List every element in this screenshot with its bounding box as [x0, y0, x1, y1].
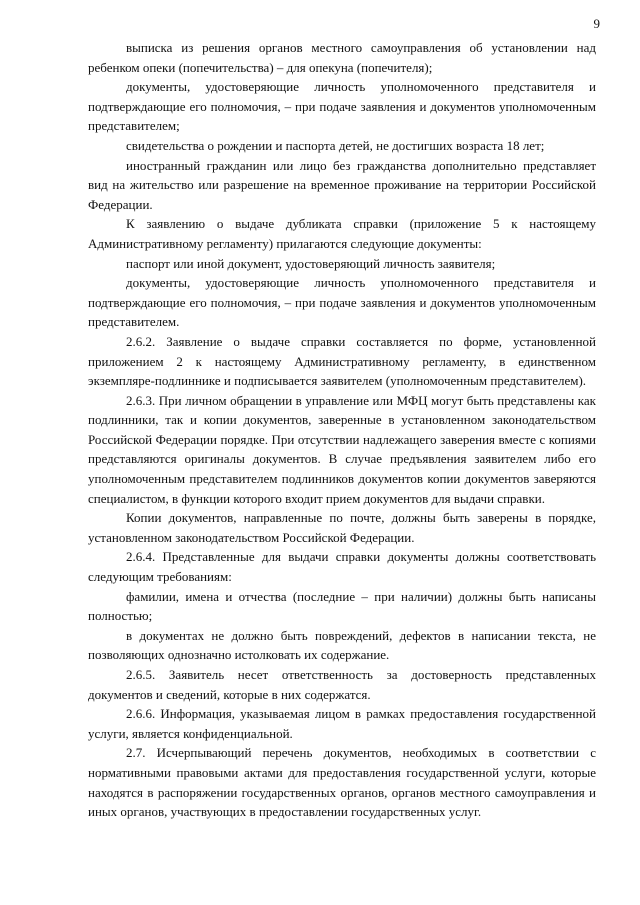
paragraph: К заявлению о выдаче дубликата справки (приложение 5 к настоящему Административному регламенту) прилагаются следующие документы: — [88, 216, 596, 251]
paragraph: Копии документов, направленные по почте, должны быть заверены в порядке, установленном законодательством Российской Федерации. — [88, 510, 596, 545]
document-body — [88, 38, 596, 822]
paragraph: паспорт или иной документ, удостоверяющий личность заявителя; — [126, 255, 496, 271]
paragraph: 2.6.5. Заявитель несет ответственность за достоверность представленных документов и сведений, которые в них содержатся. — [88, 667, 596, 702]
paragraph: 2.7. Исчерпывающий перечень документов, необходимых в соответствии с нормативными правовыми актами для предоставления государственной услуги, которые находятся в распоряжении государственных органов, органов местного самоуправления и иных органов, участвующих в предоставлении государственных услуг. — [88, 745, 596, 820]
paragraph: в документах не должно быть повреждений, дефектов в написании текста, не позволяющих однозначно истолковать их содержание. — [88, 627, 596, 663]
paragraph: фамилии, имена и отчества (последние – при наличии) должны быть написаны полностью; — [88, 588, 596, 624]
page-number: 9 — [593, 16, 600, 31]
paragraph: 2.6.4. Представленные для выдачи справки документы должны соответствовать следующим требованиям: — [88, 549, 596, 585]
paragraph: 2.6.6. Информация, указываемая лицом в рамках предоставления государственной услуги, является конфиденциальной. — [88, 706, 596, 741]
paragraph: 2.6.2. Заявление о выдаче справки составляется по форме, установленной приложением 2 к настоящему Административному регламенту, в единственном экземпляре-подлиннике и подписывается заявителем (уполномоченным представителем). — [88, 333, 596, 389]
paragraph: выписка из решения органов местного самоуправления об установлении над ребенком опеки (попечительства) – для опекуна (попечителя); — [88, 40, 596, 75]
paragraph: документы, удостоверяющие личность уполномоченного представителя и подтверждающие его полномочия, – при подаче заявления и документов уполномоченным представителем; — [88, 79, 596, 134]
paragraph: иностранный гражданин или лицо без гражданства дополнительно представляет вид на жительство или разрешение на временное проживание на территории Российской Федерации. — [88, 157, 596, 212]
paragraph: документы, удостоверяющие личность уполномоченного представителя и подтверждающие его полномочия, – при подаче заявления и документов уполномоченным представителем. — [88, 275, 596, 330]
paragraph: 2.6.3. При личном обращении в управление или МФЦ могут быть представлены как подлинники, так и копии документов, заверенные в установленном законодательством Российской Федерации порядке. При отсутствии надлежащего заверения вместе с копиями представляются оригиналы документов. В случае предъявления заявителем либо его уполномоченным представителем подлинников документов копии документов заверяются специалистом, в функции которого входит прием документов для выдачи справки. — [88, 392, 596, 506]
paragraph: свидетельства о рождении и паспорта детей, не достигших возраста 18 лет; — [126, 137, 545, 153]
